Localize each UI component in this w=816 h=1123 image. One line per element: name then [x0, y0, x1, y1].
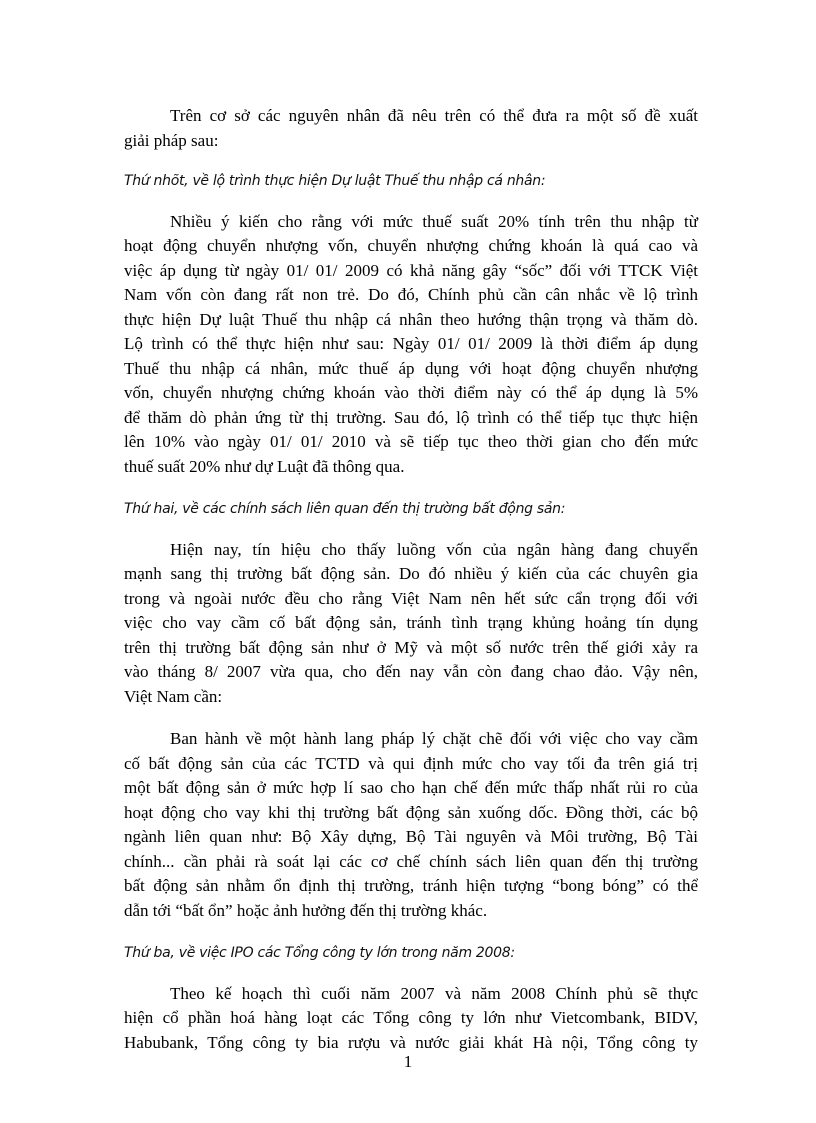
paragraph	[124, 982, 698, 1056]
section-heading: Thứ hai, về các chính sách liên quan đến thị trường bất động sản:	[124, 501, 566, 517]
section-heading: Thứ ba, về việc IPO các Tổng công ty lớn trong năm 2008:	[124, 945, 515, 961]
paragraph	[124, 727, 698, 923]
text-line: ngành liên quan như: Bộ Xây dựng, Bộ Tài nguyên và Môi trường, Bộ Tài	[124, 827, 698, 846]
text-line: Nam vốn còn đang rất non trẻ. Do đó, Chính phủ cần cân nhắc về lộ trình	[124, 285, 698, 304]
text-line: vốn, chuyển nhượng chứng khoán vào thời điểm này có thể áp dụng là 5%	[124, 383, 698, 402]
text-line: dẫn tới “bất ổn” hoặc ảnh hưởng đến thị trường khác.	[124, 900, 488, 920]
text-line: Theo kế hoạch thì cuối năm 2007 và năm 2008 Chính phủ sẽ thực	[170, 983, 698, 1003]
document-page	[124, 104, 698, 1055]
text-line: Nhiều ý kiến cho rằng với mức thuế suất 20% tính trên thu nhập từ	[170, 211, 698, 231]
text-line: cố bất động sản của các TCTD và qui định mức cho vay tối đa trên giá trị	[124, 753, 698, 773]
text-line: hoạt động chuyển nhượng vốn, chuyển nhượng chứng khoán là quá cao và	[124, 236, 698, 255]
text-line: Thuế thu nhập cá nhân, mức thuế áp dụng với hoạt động chuyển nhượng	[124, 358, 698, 378]
text-line: trên thị trường bất động sản như ở Mỹ và một số nước trên thế giới xảy ra	[124, 637, 698, 657]
text-line: mạnh sang thị trường bất động sản. Do đó nhiều ý kiến của các chuyên gia	[124, 564, 698, 583]
paragraph	[124, 210, 698, 480]
text-line: để thăm dò phản ứng từ thị trường. Sau đó, lộ trình có thể tiếp tục thực hiện	[124, 407, 698, 427]
paragraph	[124, 538, 698, 710]
text-line: vào tháng 8/ 2007 vừa qua, cho đến nay vẫn còn đang chao đảo. Vậy nên,	[124, 662, 698, 681]
paragraph	[124, 104, 698, 153]
text-line: trong và ngoài nước đều cho rằng Việt Nam nên hết sức cẩn trọng đối với	[124, 588, 698, 608]
text-line: chính... cần phải rà soát lại các cơ chế chính sách liên quan đến thị trường	[124, 851, 698, 871]
text-line: một bất động sản ở mức hợp lí sao cho hạn chế đến mức thấp nhất rủi ro của	[124, 778, 698, 797]
text-line: Trên cơ sở các nguyên nhân đã nêu trên có thể đưa ra một số đề xuất	[170, 106, 698, 125]
text-line: Habubank, Tổng công ty bia rượu và nước giải khát Hà nội, Tổng công ty	[124, 1032, 698, 1052]
text-line: hiện cổ phần hoá hàng loạt các Tổng công ty lớn như Vietcombank, BIDV,	[124, 1008, 698, 1027]
text-line: thuế suất 20% như dự Luật đã thông qua.	[124, 456, 405, 476]
text-line: Ban hành về một hành lang pháp lý chặt chẽ đối với việc cho vay cầm	[170, 729, 698, 748]
text-line: giải pháp sau:	[124, 130, 219, 150]
text-line: Lộ trình có thể thực hiện như sau: Ngày 01/ 01/ 2009 là thời điểm áp dụng	[124, 334, 698, 353]
text-line: Việt Nam cần:	[124, 686, 223, 706]
section-heading: Thứ nhõt, về lộ trình thực hiện Dự luật Thuế thu nhập cá nhân:	[124, 173, 546, 189]
text-line: việc áp dụng từ ngày 01/ 01/ 2009 có khả năng gây “sốc” đối với TTCK Việt	[124, 260, 698, 280]
text-line: lên 10% vào ngày 01/ 01/ 2010 và sẽ tiếp tục theo thời gian cho đến mức	[124, 432, 698, 451]
text-line: thực hiện Dự luật Thuế thu nhập cá nhân theo hướng thận trọng và thăm dò.	[124, 309, 698, 329]
text-line: Hiện nay, tín hiệu cho thấy luồng vốn của ngân hàng đang chuyển	[170, 539, 698, 559]
page-number: 1	[403, 1052, 413, 1071]
text-line: việc cho vay cầm cố bất động sản, tránh tình trạng khủng hoảng tín dụng	[124, 613, 698, 632]
text-line: bất động sản nhằm ổn định thị trường, tránh hiện tượng “bong bóng” có thể	[124, 876, 698, 895]
text-line: hoạt động cho vay khi thị trường bất động sản xuống dốc. Đồng thời, các bộ	[124, 802, 698, 822]
